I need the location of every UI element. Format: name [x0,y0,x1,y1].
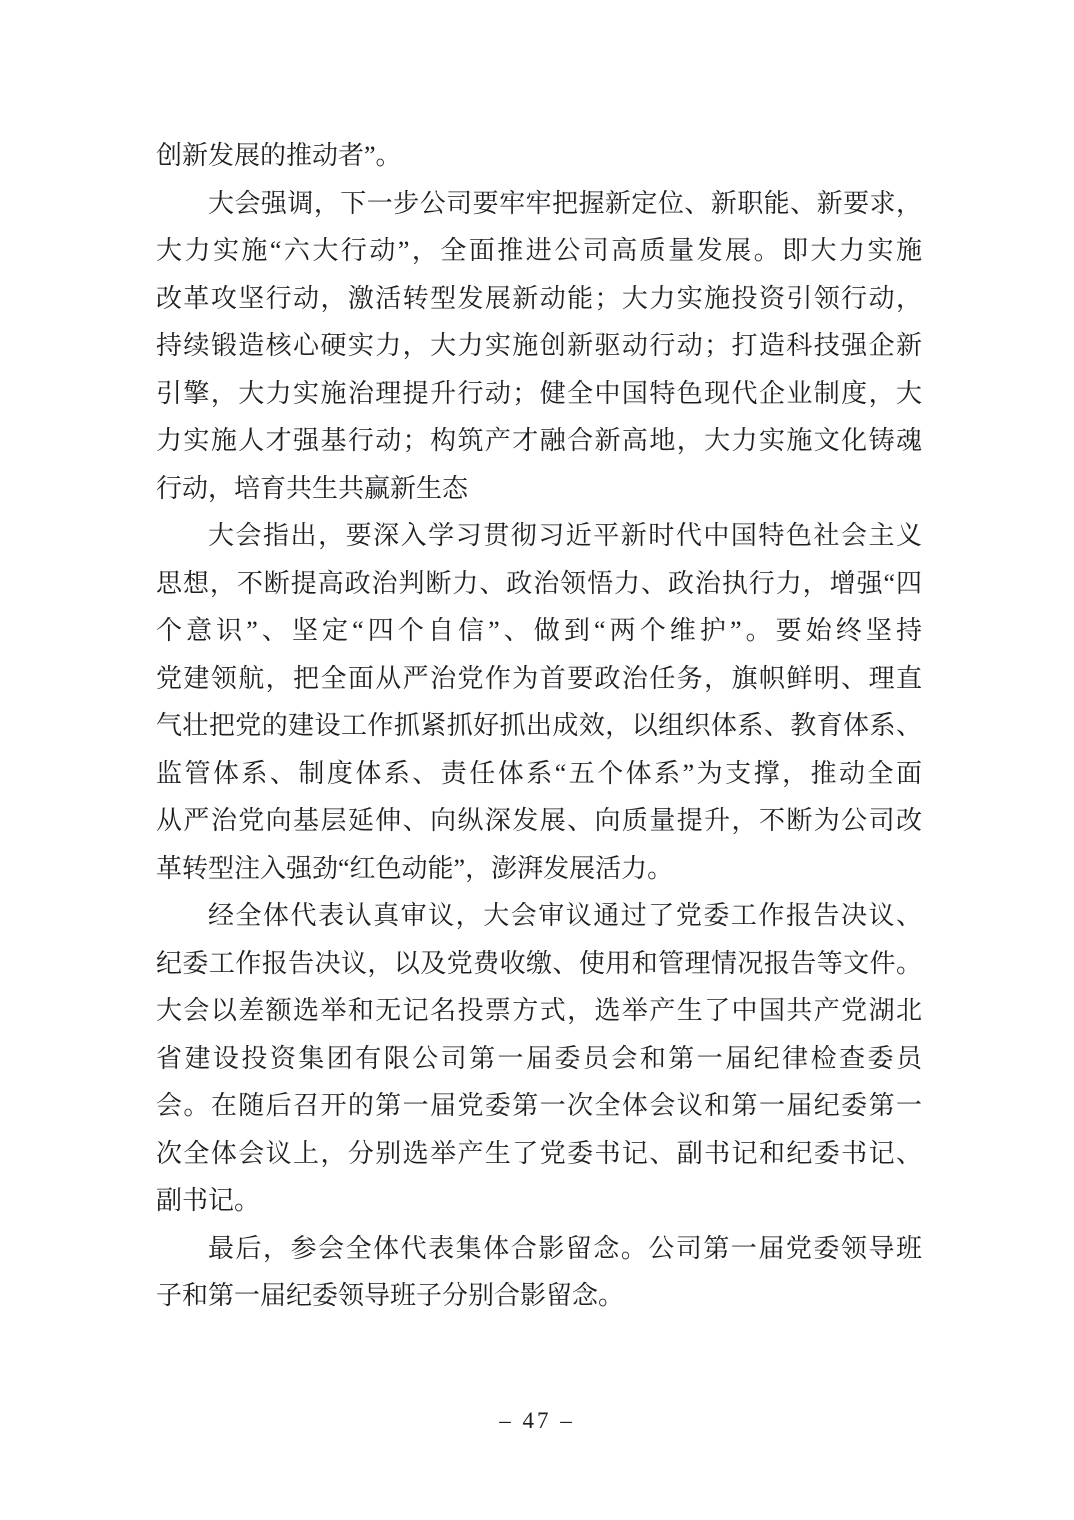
text-line: 省建设投资集团有限公司第一届委员会和第一届纪律检查委员 [156,1043,922,1073]
paragraph-election-results [156,892,922,1225]
paragraph-party-building [156,512,922,892]
text-line: 改革攻坚行动，激活转型发展新动能；大力实施投资引领行动， [156,283,922,313]
text-line: 最后，参会全体代表集体合影留念。公司第一届党委领导班 [208,1233,922,1263]
text-line: 子和第一届纪委领导班子分别合影留念。 [156,1281,625,1310]
text-line: 力实施人才强基行动；构筑产才融合新高地，大力实施文化铸魂 [156,426,922,455]
text-line: 副书记。 [156,1186,261,1215]
document-body [156,132,922,1320]
text-line: 革转型注入强劲“红色动能”，澎湃发展活力。 [156,853,674,883]
text-line: 行动，培育共生共赢新生态 [156,473,469,503]
paragraph-continuation [156,132,922,180]
text-line: 大会以差额选举和无记名投票方式，选举产生了中国共产党湖北 [156,996,922,1025]
text-line: 思想，不断提高政治判断力、政治领悟力、政治执行力，增强“四 [156,568,922,598]
text-line: 个意识”、坚定“四个自信”、做到“两个维护”。要始终坚持 [156,616,922,645]
text-line: 大会指出，要深入学习贯彻习近平新时代中国特色社会主义 [208,521,922,550]
text-line: 从严治党向基层延伸、向纵深发展、向质量提升，不断为公司改 [156,806,922,835]
paragraph-group-photo [156,1225,922,1320]
page-number: – 47 – [499,1408,575,1433]
text-line: 会。在随后召开的第一届党委第一次全体会议和第一届纪委第一 [156,1091,922,1120]
text-line: 经全体代表认真审议，大会审议通过了党委工作报告决议、 [208,901,922,930]
text-line: 气壮把党的建设工作抓紧抓好抓出成效，以组织体系、教育体系、 [156,711,922,740]
text-line: 党建领航，把全面从严治党作为首要政治任务，旗帜鲜明、理直 [156,663,922,693]
text-line: 引擎，大力实施治理提升行动；健全中国特色现代企业制度，大 [156,378,922,408]
text-line: 次全体会议上，分别选举产生了党委书记、副书记和纪委书记、 [156,1138,922,1168]
text-line: 监管体系、制度体系、责任体系“五个体系”为支撑，推动全面 [156,758,922,788]
text-line: 持续锻造核心硬实力，大力实施创新驱动行动；打造科技强企新 [156,331,922,360]
text-line: 大会强调，下一步公司要牢牢把握新定位、新职能、新要求， [208,188,922,218]
paragraph-six-actions [156,180,922,513]
text-line: 大力实施“六大行动”，全面推进公司高质量发展。即大力实施 [156,236,922,265]
text-line: 纪委工作报告决议，以及党费收缴、使用和管理情况报告等文件。 [156,948,922,978]
text-line: 创新发展的推动者”。 [156,141,402,170]
